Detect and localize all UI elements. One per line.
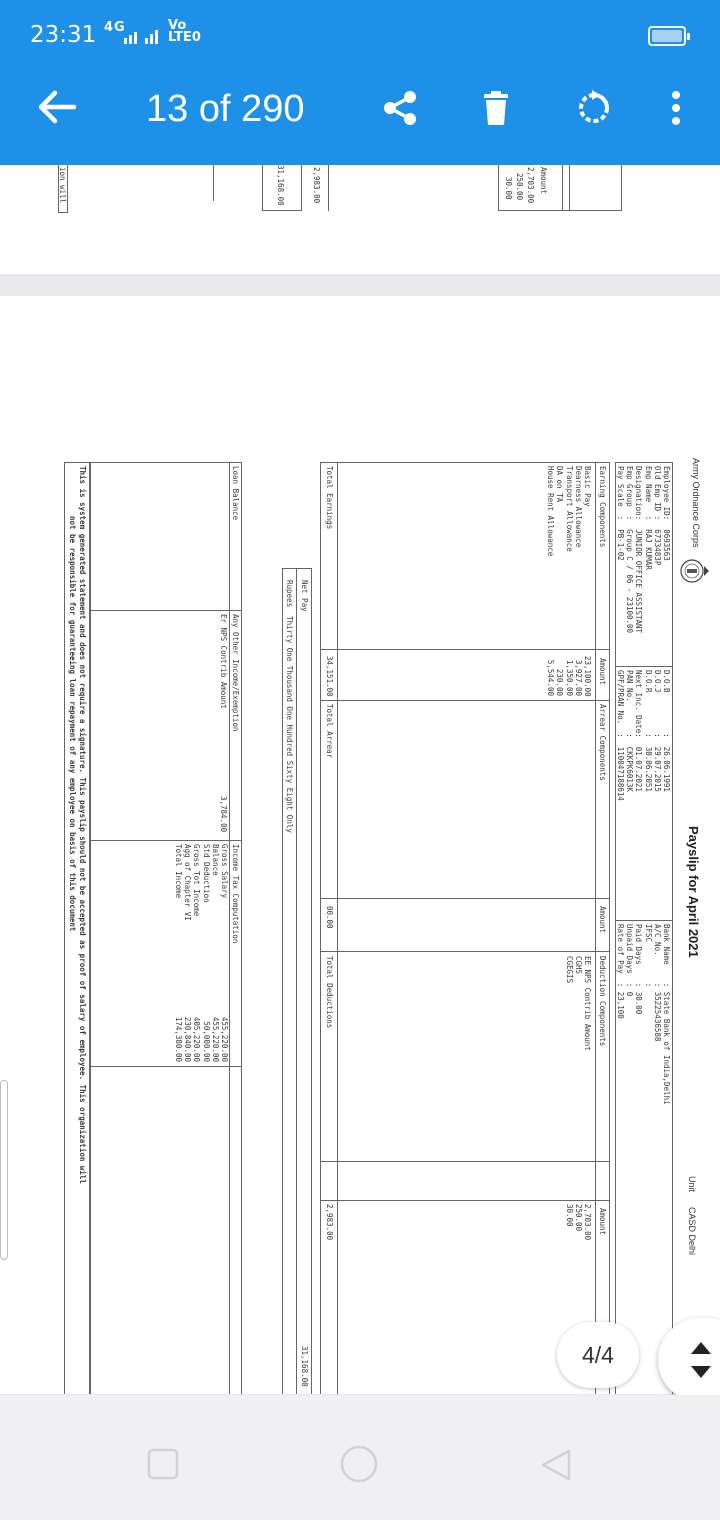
volte-line1: Vo	[168, 18, 187, 33]
volte-indicator	[168, 20, 201, 44]
list-item: Gross Tot Income	[192, 844, 202, 917]
left-scroll-track[interactable]	[0, 1080, 8, 1260]
amount-value: 1,350.00	[564, 659, 574, 696]
table-total-line	[337, 462, 338, 1394]
unpaid-days: Unpaid Days : 0	[625, 924, 635, 997]
unit-label: Unit CASD Delhi	[687, 1176, 697, 1256]
dor: D.O.R : 30.06.2051	[643, 670, 653, 792]
share-icon[interactable]	[380, 88, 420, 128]
prev-amount-2: 250.00	[515, 173, 524, 201]
battery-icon	[648, 26, 686, 46]
status-bar	[0, 0, 720, 54]
status-time: 23:31	[30, 22, 97, 48]
old-emp-id: Old Emp ID : 6733483P	[652, 466, 662, 566]
total-earnings-value: 34,151.00	[325, 656, 334, 697]
amount-value: 455,220.00	[210, 1016, 220, 1062]
income-tax-values	[174, 1016, 229, 1062]
list-item: Std Deduction	[201, 844, 211, 903]
total-deductions-value: 2,983.00	[325, 1204, 334, 1241]
prev-footer-fragment: ion will	[58, 167, 67, 204]
next-inc-date: Next Inc. Date: 01.07.2021	[634, 670, 644, 792]
list-item: Transport Allowance	[564, 466, 574, 552]
prev-amount-3: 30.00	[504, 177, 513, 200]
net-pay-line	[296, 568, 297, 1394]
total-arrear-label: Total Arrear	[325, 704, 334, 759]
payslip-sheet	[0, 296, 720, 1394]
amount-value: 30.00	[564, 1204, 574, 1227]
loan-col-line-3	[90, 1066, 242, 1067]
page-indicator-text: 4/4	[582, 1341, 614, 1368]
gpf-no: GPF/PRAN No. : 110047188614	[615, 670, 625, 801]
list-item: DA on TA	[555, 466, 565, 503]
info-divider-1	[615, 666, 673, 667]
ifsc: IFSC :	[643, 924, 653, 988]
list-item: Basic Pay	[583, 466, 592, 507]
page-counter: 13 of 290	[146, 88, 305, 130]
paid-days: Paid Days : 30.00	[634, 924, 644, 1015]
list-item: Agg of Chapter VI	[183, 844, 193, 921]
net-pay-words: Rupees Thirty One Thousand One Hundred Sixty Eight Only	[285, 580, 294, 833]
amount-value: 5,544.00	[546, 659, 556, 696]
loan-col-line-2	[90, 840, 242, 841]
loan-tax-box	[90, 462, 242, 1394]
emp-name: Emp Name : RAJ KUMAR	[643, 466, 653, 570]
income-tax-labels	[174, 844, 229, 921]
er-nps-value: 3,784.00	[219, 796, 228, 833]
prev-divider	[213, 165, 217, 201]
table-header-line	[595, 462, 596, 1394]
doj: D.O.J : 29.07.2015	[652, 670, 662, 792]
total-earnings-label: Total Earnings	[325, 466, 334, 530]
amount-value: 50,000.00	[201, 1021, 211, 1062]
square-nav-icon[interactable]	[146, 1447, 180, 1481]
amount-value: 455,220.00	[220, 1016, 229, 1062]
bank-details	[616, 924, 671, 1105]
total-deductions-label: Total Deductions	[325, 956, 334, 1029]
prev-amount-1: 2,703.00	[526, 167, 535, 204]
col-line-1	[320, 649, 610, 650]
er-nps-label: Er NPS Contrib Amount	[219, 614, 228, 709]
list-item: EE NPS Contrib Amount	[583, 956, 592, 1051]
amount-value: 230,840.00	[183, 1016, 193, 1062]
col-line-3	[320, 898, 610, 899]
prev-net-value: 31,168.00	[276, 165, 285, 206]
more-vert-icon[interactable]	[656, 88, 696, 128]
previous-page	[0, 165, 720, 274]
emp-group: Emp Group : Group C / 06 - 23100.00	[625, 466, 635, 634]
list-item: Balance	[210, 844, 220, 876]
amount-value: 3,927.00	[573, 659, 583, 696]
income-tax-title: Income Tax Computation	[231, 844, 240, 944]
amount-value: 2,703.00	[583, 1204, 592, 1241]
list-item: Dearness Allowance	[573, 466, 583, 548]
deductions-list	[564, 956, 592, 1051]
volte-line2: LTE0	[168, 30, 201, 45]
account-no: A/C No. : 35225436588	[652, 924, 662, 1042]
arrear-amount-header: Amount	[598, 906, 607, 934]
delete-icon[interactable]	[476, 88, 516, 128]
pan-no: PAN No. : CKKPK6013K	[625, 670, 635, 792]
net-pay-value: 31,168.00	[300, 1346, 309, 1387]
net-pay-label: Net Pay	[300, 580, 309, 612]
total-arrear-value: 00.00	[325, 906, 334, 929]
components-table	[320, 462, 610, 1394]
app-bar	[0, 54, 720, 165]
loan-col-line-1	[90, 610, 242, 611]
designation: Designation: JUNIOR OFFICE ASSISTANT	[634, 466, 644, 634]
circle-nav-icon[interactable]	[338, 1443, 380, 1485]
army-emblem-icon	[678, 554, 710, 588]
amount-value: 250.00	[573, 1204, 583, 1232]
bank-name: Bank Name : State Bank of India,Delhi	[662, 924, 671, 1105]
page-indicator	[557, 1322, 639, 1388]
pay-scale: Pay Scale : PB-1-02	[615, 466, 625, 561]
prev-col-line	[328, 165, 368, 211]
col-line-5	[320, 1161, 610, 1162]
dob: D.O.B : 26.06.1991	[662, 670, 671, 792]
prev-box-right	[562, 165, 622, 211]
back-arrow-icon[interactable]	[36, 86, 78, 128]
list-item: House Rent Allowance	[546, 466, 556, 557]
org-name: Army Ordnance Corps	[691, 458, 701, 548]
deduction-header: Deduction Components	[598, 956, 607, 1047]
navigation-bar	[0, 1395, 720, 1520]
col-line-2	[320, 700, 610, 701]
employee-id: Employee ID: 0693563	[662, 466, 671, 561]
document-viewer[interactable]	[0, 165, 720, 1395]
list-item: CGEGIS	[564, 956, 574, 984]
pdf-page	[0, 296, 720, 1394]
network-indicator: 4G	[104, 20, 126, 35]
earnings-amounts	[546, 656, 592, 696]
col-line-4	[320, 951, 610, 952]
earnings-list	[546, 466, 592, 556]
info-divider-2	[615, 920, 673, 921]
triangle-nav-icon[interactable]	[538, 1447, 574, 1483]
earning-header: Earning Components	[598, 466, 607, 548]
deductions-amounts	[564, 1204, 592, 1240]
amount-value: 405,220.00	[192, 1016, 202, 1062]
deduction-amount-header: Amount	[598, 1208, 607, 1236]
payslip-title: Payslip for April 2021	[686, 826, 701, 958]
list-item: Total Income	[173, 844, 183, 899]
rotate-icon[interactable]	[574, 88, 614, 128]
footer-line-1: This is system generated statement and does not require a signature. This payslip should not be accepted as proof of salary of employee. This organization will	[78, 466, 87, 1184]
prev-total-value: 2,983.00	[312, 167, 321, 204]
other-income-label: Any Other Income/Exemption	[231, 614, 240, 732]
list-item: CGHS	[573, 956, 583, 975]
earning-amount-header: Amount	[598, 658, 607, 686]
amount-value: 23,100.00	[583, 656, 592, 697]
arrear-header: Arrear Components	[598, 704, 607, 781]
col-line-6	[320, 1200, 610, 1201]
date-details	[616, 670, 671, 801]
prev-amount-header: Amount	[539, 167, 548, 195]
amount-value: 230.00	[555, 668, 565, 696]
list-item: Gross Salary	[220, 844, 229, 899]
chevron-up-down-icon	[688, 1338, 714, 1382]
footer-line-2: not be responsible for guaranteeing loan repayment of any employee on basis of this document	[68, 516, 77, 932]
loan-balance-label: Loan Balance	[231, 466, 240, 521]
employee-details	[616, 466, 671, 633]
rate-of-pay: Rate of Pay : 23,100	[615, 924, 625, 1019]
signal-icon	[124, 28, 162, 44]
amount-value: 174,380.00	[173, 1016, 183, 1062]
